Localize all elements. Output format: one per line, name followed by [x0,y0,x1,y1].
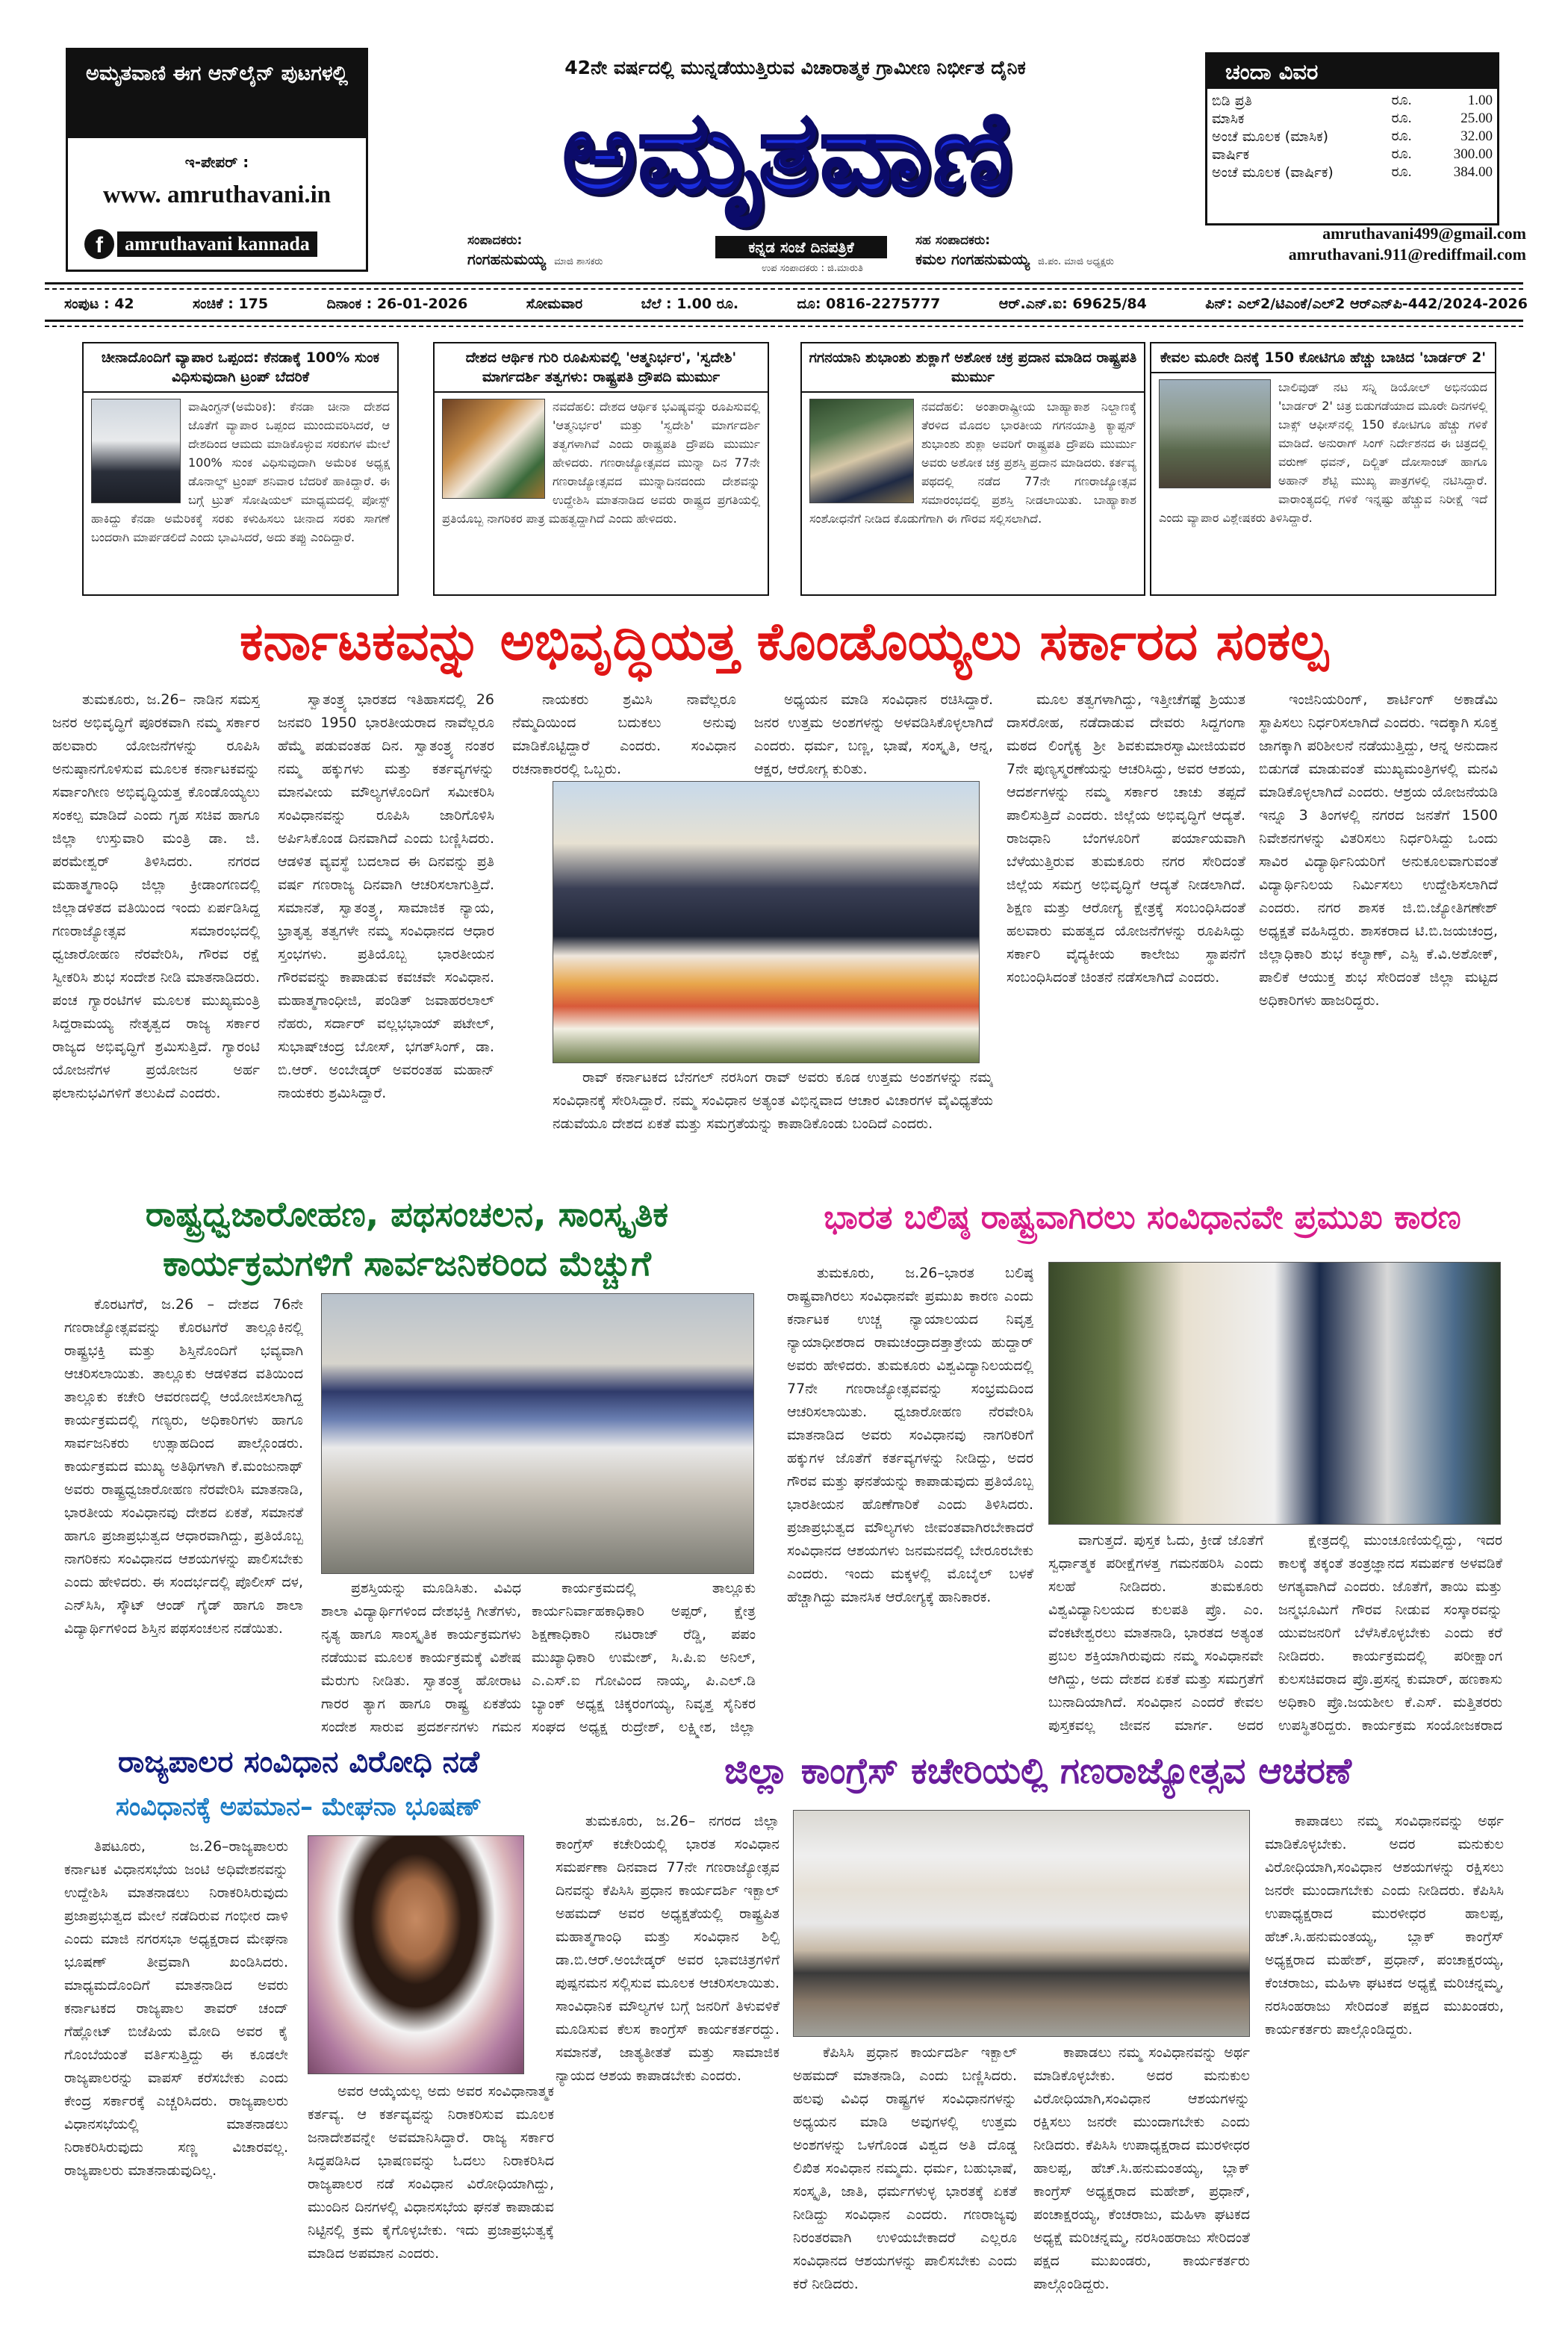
volume: ಸಂಪುಟ : 42 [64,296,134,312]
president-photo [442,399,545,499]
issue-date: ದಿನಾಂಕ : 26-01-2026 [326,296,468,312]
governor-headline-line1: ರಾಜ್ಯಪಾಲರ ಸಂವಿಧಾನ ವಿರೋಧಿ ನಡೆ [117,1745,480,1779]
brief-murmu-economy[interactable] [433,342,769,596]
issue-info-bar [64,296,1528,312]
strong-text: ತುಮಕೂರು, ಜ.26–ಭಾರತ ಬಲಿಷ್ಠ ರಾಷ್ಟ್ರವಾಗಿರಲು ಸಂವಿಧಾನವೇ ಪ್ರಮುಖ ಕಾರಣ ಎಂದು ಕರ್ನಾಟಕ ಉಚ್ಚ ನ್ಯಾಯಾಲಯದ ನಿವೃತ್ತ ನ್ಯಾಯಾಧೀಶರಾದ ರಾಮಚಂದ್ರಾದತ್ತಾತ್ರೇಯ ಹುದ್ದಾರ್ ಅವರು ಹೇಳಿದರು. ತುಮಕೂರು ವಿಶ್ವವಿದ್ಯಾನಿಲಯದಲ್ಲಿ 77ನೇ ಗಣರಾಜ್ಯೋತ್ಸವವನ್ನು ಸಂಭ್ರಮದಿಂದ ಆಚರಿಸಲಾಯಿತು. ಧ್ವಜಾರೋಹಣ ನೆರವೇರಿಸಿ ಮಾತನಾಡಿದ ಅವರು ಸಂವಿಧಾನವು ನಾಗರಿಕರಿಗೆ ಹಕ್ಕುಗಳ ಜೊತೆಗೆ ಕರ್ತವ್ಯಗಳನ್ನು ನೀಡಿದ್ದು, ಅದರ ಗೌರವ ಮತ್ತು ಘನತೆಯನ್ನು ಕಾಪಾಡುವುದು ಪ್ರತಿಯೊಬ್ಬ ಭಾರತೀಯನ ಹೊಣೆಗಾರಿಕೆ ಎಂದು ತಿಳಿಸಿದರು. ಪ್ರಜಾಪ್ರಭುತ್ವದ ಮೌಲ್ಯಗಳು ಜೀವಂತವಾಗಿರಬೇಕಾದರೆ ಸಂವಿಧಾನದ ಆಶಯಗಳು ಜನಮನದಲ್ಲಿ ಬೇರೂರಬೇಕು ಎಂದರು. ಇಂದು ಮಕ್ಕಳಲ್ಲಿ ಮೊಬೈಲ್ ಬಳಕೆ ಹೆಚ್ಚಾಗಿದ್ದು ಮಾನಸಿಕ ಆರೋಗ್ಯಕ್ಕೆ ಹಾನಿಕಾರಕ. [787,1265,1033,1605]
congress-text: ಕಾಪಾಡಲು ನಮ್ಮ ಸಂವಿಧಾನವನ್ನು ಅರ್ಥ ಮಾಡಿಕೊಳ್ಳಬೇಕು. ಅದರ ಮನುಕುಲ ವಿರೋಧಿಯಾಗಿ,ಸಂವಿಧಾನ ಆಶಯಗಳನ್ನು ರಕ್ಷಿಸಲು ಜನರೇ ಮುಂದಾಗಬೇಕು ಎಂದು ನೀಡಿದರು. ಕೆಪಿಸಿಸಿ ಉಪಾಧ್ಯಕ್ಷರಾದ ಮುರಳೀಧರ ಹಾಲಪ್ಪ, ಹೆಚ್.ಸಿ.ಹನುಮಂತಯ್ಯ, ಬ್ಲಾಕ್ ಕಾಂಗ್ರೆಸ್ ಅಧ್ಯಕ್ಷರಾದ ಮಹೇಶ್, ಪ್ರಧಾನ್, ಪಂಚಾಕ್ಷರಯ್ಯ, ಕೆಂಚರಾಜು, ಮಹಿಳಾ ಘಟಕದ ಅಧ್ಯಕ್ಷೆ ಮರಿಚನ್ನಮ್ಮ, ನರಸಿಂಹರಾಜು ಸೇರಿದಂತೆ ಪಕ್ಷದ ಮುಖಂಡರು, ಕಾರ್ಯಕರ್ತರು ಪಾಲ್ಗೊಂಡಿದ್ದರು. [1033,2044,1250,2292]
congress-text: ಕೆಪಿಸಿಸಿ ಪ್ರಧಾನ ಕಾರ್ಯದರ್ಶಿ ಇಕ್ಬಾಲ್ ಅಹಮದ್ ಮಾತನಾಡಿ, ಎಂದು ಬಣ್ಣಿಸಿದರು. ಹಲವು ವಿವಿಧ ರಾಷ್ಟ್ರಗಳ ಸಂವಿಧಾನಗಳನ್ನು ಅಧ್ಯಯನ ಮಾಡಿ ಅವುಗಳಲ್ಲಿ ಉತ್ತಮ ಅಂಶಗಳನ್ನು ಒಳಗೊಂಡ ವಿಶ್ವದ ಅತಿ ದೊಡ್ಡ ಲಿಖಿತ ಸಂವಿಧಾನ ನಮ್ಮದು. ಧರ್ಮ, ಬಹುಭಾಷೆ, ಸಂಸ್ಕೃತಿ, ಜಾತಿ, ಧರ್ಮಗಳುಳ್ಳ ಭಾರತಕ್ಕೆ ಏಕತೆ ನೀಡಿದ್ದು ಸಂವಿಧಾನ ಎಂದರು. ಗಣರಾಜ್ಯವು ನಿರಂತರವಾಗಿ ಉಳಿಯಬೇಕಾದರೆ ಎಲ್ಲರೂ ಸಂವಿಧಾನದ ಆಶಯಗಳನ್ನು ಪಾಲಿಸಬೇಕು ಎಂದು ಕರೆ ನೀಡಿದರು. [793,2044,1017,2292]
republic-day-dignitaries-photo [553,781,980,1063]
editor-block [467,233,714,268]
rni-number: ಆರ್.ಎನ್.ಐ: 69625/84 [998,296,1147,312]
flag-headline-line2: ಕಾರ್ಯಕ್ರಮಗಳಿಗೆ ಸಾರ್ವಜನಿಕರಿಂದ ಮೆಚ್ಚುಗೆ [163,1243,651,1284]
subscription-cur: ರೂ. [1391,128,1412,144]
lead-text: ಮೂಲ ತತ್ವಗಳಾಗಿದ್ದು, ಇತ್ತೀಚೆಗಷ್ಟೆ ಶ್ರಿಯುತ ದಾಸರೋಹ, ನಡೆದಾಡುವ ದೇವರು ಸಿದ್ದಗಂಗಾ ಮಠದ ಲಿಂಗೈಕ್ಯ ಶ್ರೀ ಶಿವಕುಮಾರಸ್ವಾಮೀಜಿಯವರ 7ನೇ ಪುಣ್ಯಸ್ಮರಣೆಯನ್ನು ಆಚರಿಸಿದ್ದು, ಅವರ ಆಶಯ, ಆದರ್ಶಗಳನ್ನು ನಮ್ಮ ಸರ್ಕಾರ ಚಾಚು ತಪ್ಪದೆ ಪಾಲಿಸುತ್ತಿದೆ ಎಂದರು. ಜಿಲ್ಲೆಯ ಅಭಿವೃದ್ಧಿಗೆ ಆದ್ಯತೆ. ರಾಜಧಾನಿ ಬೆಂಗಳೂರಿಗೆ ಪರ್ಯಾಯವಾಗಿ ಬೆಳೆಯುತ್ತಿರುವ ತುಮಕೂರು ನಗರ ಸೇರಿದಂತೆ ಜಿಲ್ಲೆಯ ಸಮಗ್ರ ಅಭಿವೃದ್ಧಿಗೆ ಆದ್ಯತೆ ನೀಡಲಾಗಿದೆ. ಶಿಕ್ಷಣ ಮತ್ತು ಆರೋಗ್ಯ ಕ್ಷೇತ್ರಕ್ಕೆ ಸಂಬಂಧಿಸಿದಂತೆ ಹಲವಾರು ಮಹತ್ವದ ಯೋಜನೆಗಳನ್ನು ರೂಪಿಸಿದ್ದು ಸರ್ಕಾರಿ ವೈದ್ಯಕೀಯ ಕಾಲೇಜು ಸ್ಥಾಪನೆಗೆ ಸಂಬಂಧಿಸಿದಂತೆ ಚಿಂತನೆ ನಡೆಸಲಾಗಿದೆ ಎಂದರು. [1007,691,1245,986]
subscription-row [1207,92,1497,110]
tagline: 42ನೇ ವರ್ಷದಲ್ಲಿ ಮುನ್ನಡೆಯುತ್ತಿರುವ ವಿಚಾರಾತ್ಮಕ ಗ್ರಾಮೀಣ ನಿರ್ಭೀತ ದೈನಿಕ [564,57,1026,78]
editor-name: ಗಂಗಹನುಮಯ್ಯ [467,250,547,268]
subscription-cur: ರೂ. [1391,146,1412,162]
phone: ದೂ: 0816-2275777 [797,296,941,312]
brief-body: ವಾಷಿಂಗ್ಟನ್(ಅಮೆರಿಕ): ಕೆನಡಾ ಚೀನಾ ದೇಶದ ಜೊತೆಗೆ ವ್ಯಾಪಾರ ಒಪ್ಪಂದ ಮುಂದುವರಿಸಿದರೆ, ಆ ದೇಶದಿಂದ ಆಮದು ಮಾಡಿಕೊಳ್ಳುವ ಸರಕುಗಳ ಮೇಲೆ 100% ಸುಂಕ ವಿಧಿಸುವುದಾಗಿ ಅಮೆರಿಕ ಅಧ್ಯಕ್ಷ ಡೊನಾಲ್ಡ್ ಟ್ರಂಪ್ ಶನಿವಾರ ಬೆದರಿಕೆ ಹಾಕಿದ್ದಾರೆ. ಈ ಬಗ್ಗೆ ಟ್ರುತ್ ಸೋಷಿಯಲ್ ಮಾಧ್ಯಮದಲ್ಲಿ ಪೋಸ್ಟ್ ಹಾಕಿದ್ದು ಕೆನಡಾ ಅಮೆರಿಕಕ್ಕೆ ಸರಕು ಕಳುಹಿಸಲು ಚೀನಾದ ಸರಕು ಸಾಗಣೆ ಬಂದರಾಗಿ ಮಾರ್ಪಡಲಿದೆ ಎಂದು ಭಾವಿಸಿದರೆ, ಅದು ತಪ್ಪು ಎಂದಿದ್ದಾರೆ. [91,399,390,544]
co-editor-label: ಸಹ ಸಂಪಾದಕರು: [915,233,991,248]
subscription-title: ಚಂದಾ ವಿವರ [1207,55,1497,89]
strong-text: ಕ್ಷೇತ್ರದಲ್ಲಿ ಮುಂಚೂಣಿಯಲ್ಲಿದ್ದು, ಇದರ ಕಾಲಕ್ಕೆ ತಕ್ಕಂತೆ ತಂತ್ರಜ್ಞಾನದ ಸಮರ್ಪಕ ಅಳವಡಿಕೆ ಅಗತ್ಯವಾಗಿದೆ ಎಂದರು. ಜೊತೆಗೆ, ತಾಯಿ ಮತ್ತು ಜನ್ಮಭೂಮಿಗೆ ಗೌರವ ನೀಡುವ ಸಂಸ್ಕಾರವನ್ನು ಯುವಜನರಿಗೆ ಬೆಳೆಸಿಕೊಳ್ಳಬೇಕು ಎಂದು ಕರೆ ನೀಡಿದರು. ಕಾರ್ಯಕ್ರಮದಲ್ಲಿ ಪರೀಕ್ಷಾಂಗ ಕುಲಸಚಿವರಾದ ಪ್ರೊ.ಪ್ರಸನ್ನ ಕುಮಾರ್, ಹಣಕಾಸು ಅಧಿಕಾರಿ ಪ್ರೊ.ಜಯಶೀಲ ಕೆ.ಎಸ್. ಮತ್ತಿತರರು ಉಪಸ್ಥಿತರಿದ್ದರು. ಕಾರ್ಯಕ್ರಮ ಸಂಯೋಜಕರಾದ [1278,1532,1502,1734]
subscription-label: ಅಂಚೆ ಮೂಲಕ (ಮಾಸಿಕ) [1212,128,1329,145]
subscription-amount: 300.00 [1453,146,1493,162]
email-primary[interactable]: amruthavani499@gmail.com [1322,224,1526,243]
website-link[interactable]: www. amruthavani.in [102,181,332,208]
flag-headline-line1: ರಾಷ್ಟ್ರಧ್ವಜಾರೋಹಣ, ಪಥಸಂಚಲನ, ಸಾಂಸ್ಕೃತಿಕ [145,1194,669,1234]
subscription-amount: 1.00 [1467,93,1493,108]
congress-text: ಕಾಪಾಡಲು ನಮ್ಮ ಸಂವಿಧಾನವನ್ನು ಅರ್ಥ ಮಾಡಿಕೊಳ್ಳಬೇಕು. ಅದರ ಮನುಕುಲ ವಿರೋಧಿಯಾಗಿ,ಸಂವಿಧಾನ ಆಶಯಗಳನ್ನು ರಕ್ಷಿಸಲು ಜನರೇ ಮುಂದಾಗಬೇಕು ಎಂದು ನೀಡಿದರು. ಕೆಪಿಸಿಸಿ ಉಪಾಧ್ಯಕ್ಷರಾದ ಮುರಳೀಧರ ಹಾಲಪ್ಪ, ಹೆಚ್.ಸಿ.ಹನುಮಂತಯ್ಯ, ಬ್ಲಾಕ್ ಕಾಂಗ್ರೆಸ್ ಅಧ್ಯಕ್ಷರಾದ ಮಹೇಶ್, ಪ್ರಧಾನ್, ಪಂಚಾಕ್ಷರಯ್ಯ, ಕೆಂಚರಾಜು, ಮಹಿಳಾ ಘಟಕದ ಅಧ್ಯಕ್ಷೆ ಮರಿಚನ್ನಮ್ಮ, ನರಸಿಂಹರಾಜು ಸೇರಿದಂತೆ ಪಕ್ಷದ ಮುಖಂಡರು, ಕಾರ್ಯಕರ್ತರು ಪಾಲ್ಗೊಂಡಿದ್ದರು. [1265,1813,1504,2038]
subscription-label: ವಾರ್ಷಿಕ [1212,146,1250,163]
subscription-cur: ರೂ. [1391,93,1412,108]
congress-office-photo [793,1810,1250,2037]
email-secondary[interactable]: amruthavani.911@rediffmail.com [1288,245,1526,264]
flag-column-2 [321,1577,521,1738]
governor-headline-line2: ಸಂವಿಧಾನಕ್ಕೆ ಅಪಮಾನ– ಮೇಘನಾ ಭೂಷಣ್ [115,1792,482,1822]
congress-column-4 [1265,1810,1504,2337]
lead-text: ತುಮಕೂರು, ಜ.26– ನಾಡಿನ ಸಮಸ್ತ ಜನರ ಅಭಿವೃದ್ಧಿಗೆ ಪೂರಕವಾಗಿ ನಮ್ಮ ಸರ್ಕಾರ ಹಲವಾರು ಯೋಜನೆಗಳನ್ನು ರೂಪಿಸಿ ಅನುಷ್ಠಾನಗೊಳಿಸುವ ಮೂಲಕ ಕರ್ನಾಟಕವನ್ನು ಸರ್ವಾಂಗೀಣ ಅಭಿವೃದ್ಧಿಯತ್ತ ಕೊಂಡೊಯ್ಯಲು ಸಂಕಲ್ಪ ಮಾಡಿದೆ ಎಂದು ಗೃಹ ಸಚಿವ ಹಾಗೂ ಜಿಲ್ಲಾ ಉಸ್ತುವಾರಿ ಮಂತ್ರಿ ಡಾ. ಜಿ. ಪರಮೇಶ್ವರ್ ತಿಳಿಸಿದರು. ನಗರದ ಮಹಾತ್ಮಗಾಂಧಿ ಜಿಲ್ಲಾ ಕ್ರೀಡಾಂಗಣದಲ್ಲಿ ಜಿಲ್ಲಾಡಳಿತದ ವತಿಯಿಂದ ಇಂದು ಏರ್ಪಡಿಸಿದ್ದ ಗಣರಾಜ್ಯೋತ್ಸವ ಸಮಾರಂಭದಲ್ಲಿ ಧ್ವಜಾರೋಹಣ ನೆರವೇರಿಸಿ, ಗೌರವ ರಕ್ಷೆ ಸ್ವೀಕರಿಸಿ ಶುಭ ಸಂದೇಶ ನೀಡಿ ಮಾತನಾಡಿದರು. ಪಂಚ ಗ್ಯಾರಂಟಿಗಳ ಮೂಲಕ ಮುಖ್ಯಮಂತ್ರಿ ಸಿದ್ದರಾಮಯ್ಯ ನೇತೃತ್ವದ ರಾಜ್ಯ ಸರ್ಕಾರ ರಾಜ್ಯದ ಅಭಿವೃದ್ಧಿಗೆ ಶ್ರಮಿಸುತ್ತಿದೆ. ಗ್ಯಾರಂಟಿ ಯೋಜನೆಗಳ ಪ್ರಯೋಜನ ಅರ್ಹ ಫಲಾನುಭವಿಗಳಿಗೆ ತಲುಪಿದೆ ಎಂದರು. [52,691,260,1101]
epaper-label: ಇ-ಪೇಪರ್ : [184,153,249,171]
price: ಬೆಲೆ : 1.00 ರೂ. [641,296,739,312]
lead-text: ಸ್ವಾತಂತ್ರ್ಯ ಭಾರತದ ಇತಿಹಾಸದಲ್ಲಿ 26 ಜನವರಿ 1950 ಭಾರತೀಯರಾದ ನಾವೆಲ್ಲರೂ ಹೆಮ್ಮೆ ಪಡುವಂತಹ ದಿನ. ಸ್ವಾತಂತ್ರ್ಯ ನಂತರ ನಮ್ಮ ಹಕ್ಕುಗಳು ಮತ್ತು ಕರ್ತವ್ಯಗಳನ್ನು ಮಾನವೀಯ ಮೌಲ್ಯಗಳೊಂದಿಗೆ ಸಮೀಕರಿಸಿ ಸಂವಿಧಾನವನ್ನು ರೂಪಿಸಿ ಜಾರಿಗೊಳಿಸಿ ಅರ್ಪಿಸಿಕೊಂಡ ದಿನವಾಗಿದೆ ಎಂದು ಬಣ್ಣಿಸಿದರು. ಆಡಳಿತ ವ್ಯವಸ್ಥೆ ಬದಲಾದ ಈ ದಿನವನ್ನು ಪ್ರತಿ ವರ್ಷ ಗಣರಾಜ್ಯ ದಿನವಾಗಿ ಆಚರಿಸಲಾಗುತ್ತಿದೆ. ಸಮಾನತೆ, ಸ್ವಾತಂತ್ರ್ಯ, ಸಾಮಾಜಿಕ ನ್ಯಾಯ, ಭ್ರಾತೃತ್ವ ತತ್ವಗಳೇ ನಮ್ಮ ಸಂವಿಧಾನದ ಆಧಾರ ಸ್ತಂಭಗಳು. ಪ್ರತಿಯೊಬ್ಬ ಭಾರತೀಯನ ಗೌರವವನ್ನು ಕಾಪಾಡುವ ಕವಚವೇ ಸಂವಿಧಾನ. ಮಹಾತ್ಮಗಾಂಧೀಜಿ, ಪಂಡಿತ್ ಜವಾಹರಲಾಲ್ ನೆಹರು, ಸರ್ದಾರ್ ವಲ್ಲಭಭಾಯ್ ಪಟೇಲ್, ಸುಭಾಷ್‌ಚಂದ್ರ ಬೋಸ್, ಭಗತ್‌ಸಿಂಗ್, ಡಾ. ಬಿ.ಆರ್. ಅಂಬೇಡ್ಕರ್ ಅವರಂತಹ ಮಹಾನ್ ನಾಯಕರು ಶ್ರಮಿಸಿದ್ದಾರೆ. [278,691,494,1101]
university-republic-day-photo [1048,1262,1501,1525]
lead-text: ರಾವ್ ಕರ್ನಾಟಕದ ಬೆನಗಲ್ ನರಸಿಂಗ ರಾವ್ ಅವರು ಕೂಡ ಉತ್ತಮ ಅಂಶಗಳನ್ನು ನಮ್ಮ ಸಂವಿಧಾನಕ್ಕೆ ಸೇರಿಸಿದ್ದಾರೆ. ನಮ್ಮ ಸಂವಿಧಾನ ಅತ್ಯಂತ ವಿಭಿನ್ನವಾದ ಆಚಾರ ವಿಚಾರಗಳ ವೈವಿಧ್ಯತೆಯ ನಡುವೆಯೂ ದೇಶದ ಏಕತೆ ಮತ್ತು ಸಮಗ್ರತೆಯನ್ನು ಕಾಪಾಡಿಕೊಂಡು ಬಂದಿದೆ ಎಂದರು. [553,1069,993,1132]
co-editor-name: ಕಮಲ ಗಂಗಹನುಮಯ್ಯ [915,250,1030,268]
subscription-row [1207,164,1497,181]
governor-text: ತಿಪಟೂರು, ಜ.26–ರಾಜ್ಯಪಾಲರು ಕರ್ನಾಟಕ ವಿಧಾನಸಭೆಯ ಜಂಟಿ ಅಧಿವೇಶನವನ್ನು ಉದ್ದೇಶಿಸಿ ಮಾತನಾಡಲು ನಿರಾಕರಿಸಿರುವುದು ಪ್ರಜಾಪ್ರಭುತ್ವದ ಮೇಲೆ ನಡೆದಿರುವ ಗಂಭೀರ ದಾಳಿ ಎಂದು ಮಾಜಿ ನಗರಸಭಾ ಅಧ್ಯಕ್ಷರಾದ ಮೇಘನಾ ಭೂಷಣ್ ತೀವ್ರವಾಗಿ ಖಂಡಿಸಿದರು. ಮಾಧ್ಯಮದೊಂದಿಗೆ ಮಾತನಾಡಿದ ಅವರು ಕರ್ನಾಟಕದ ರಾಜ್ಯಪಾಲ ತಾವರ್ ಚಂದ್ ಗೆಹ್ಲೋಟ್ ಬಿಜೆಪಿಯ ಮೋದಿ ಅವರ ಕೈ ಗೊಂಬೆಯಂತೆ ವರ್ತಿಸುತ್ತಿದ್ದು ಈ ಕೂಡಲೇ ರಾಜ್ಯಪಾಲರನ್ನು ವಾಪಸ್ ಕರೆಸಬೇಕು ಎಂದು ಕೇಂದ್ರ ಸರ್ಕಾರಕ್ಕೆ ಎಚ್ಚರಿಸಿದರು. ರಾಜ್ಯಪಾಲರು ವಿಧಾನಸಭೆಯಲ್ಲಿ ಮಾತನಾಡಲು ನಿರಾಕರಿಸಿರುವುದು ಸಣ್ಣ ವಿಚಾರವಲ್ಲ. ರಾಜ್ಯಪಾಲರು ಮಾತನಾಡುವುದಿಲ್ಲ. [64,1838,288,2179]
editor-role: ಮಾಜಿ ಶಾಸಕರು [554,256,603,267]
governor-column-1 [64,1835,288,2337]
subscription-box [1205,52,1499,225]
congress-column-3 [1033,2041,1250,2337]
congress-column-2 [793,2041,1017,2337]
sub-editor: ಉಪ ಸಂಪಾದಕರು : ಜಿ.ಮಾರುತಿ [762,263,863,274]
subscription-cur: ರೂ. [1391,164,1412,180]
strong-nation-headline: ಭಾರತ ಬಲಿಷ್ಠ ರಾಷ್ಟ್ರವಾಗಿರಲು ಸಂವಿಧಾನವೇ ಪ್ರಮುಖ ಕಾರಣ [824,1198,1461,1236]
congress-text: ತುಮಕೂರು, ಜ.26– ನಗರದ ಜಿಲ್ಲಾ ಕಾಂಗ್ರೆಸ್ ಕಚೇರಿಯಲ್ಲಿ ಭಾರತ ಸಂವಿಧಾನ ಸಮರ್ಪಣಾ ದಿನವಾದ 77ನೇ ಗಣರಾಜ್ಯೋತ್ಸವ ದಿನವನ್ನು ಕೆಪಿಸಿಸಿ ಪ್ರಧಾನ ಕಾರ್ಯದರ್ಶಿ ಇಕ್ಬಾಲ್ ಅಹಮದ್ ಅವರ ಅಧ್ಯಕ್ಷತೆಯಲ್ಲಿ ರಾಷ್ಟ್ರಪಿತ ಮಹಾತ್ಮಗಾಂಧಿ ಮತ್ತು ಸಂವಿಧಾನ ಶಿಲ್ಪಿ ಡಾ.ಬಿ.ಆರ್.ಅಂಬೇಡ್ಕರ್ ಅವರ ಭಾವಚಿತ್ರಗಳಿಗೆ ಪುಷ್ಪನಮನ ಸಲ್ಲಿಸುವ ಮೂಲಕ ಆಚರಿಸಲಾಯಿತು. ಸಾಂವಿಧಾನಿಕ ಮೌಲ್ಯಗಳ ಬಗ್ಗೆ ಜನರಿಗೆ ತಿಳುವಳಿಕೆ ಮೂಡಿಸುವ ಕೆಲಸ ಕಾಂಗ್ರೆಸ್ ಕಾರ್ಯಕರ್ತರದ್ದು. ಸಮಾನತೆ, ಜಾತ್ಯತೀತತೆ ಮತ್ತು ಸಾಮಾಜಿಕ ನ್ಯಾಯದ ಆಶಯ ಕಾಪಾಡಬೇಕು ಎಂದರು. [556,1813,780,2084]
facebook-handle[interactable] [84,229,317,259]
lead-text: ನಾಯಕರು ಶ್ರಮಿಸಿ ನಾವೆಲ್ಲರೂ ನೆಮ್ಮದಿಯಿಂದ ಬದುಕಲು ಅನುವು ಮಾಡಿಕೊಟ್ಟಿದ್ದಾರೆ ಎಂದರು. ಸಂವಿಧಾನ ರಚನಾಕಾರರಲ್ಲಿ ಒಬ್ಬರು. [512,691,736,777]
lead-column-6 [1259,688,1498,1189]
epaper-promo-title: ಅಮೃತವಾಣಿ ಈಗ ಆನ್‌ಲೈನ್ ಪುಟಗಳಲ್ಲಿ [68,50,366,138]
subscription-label: ಮಾಸಿಕ [1212,111,1245,127]
subscription-table [1207,92,1497,181]
strong-column-3 [1278,1529,1502,1738]
co-editor-role: ಜಿ.ಪಂ. ಮಾಜಿ ಅಧ್ಯಕ್ಷರು [1038,256,1114,267]
film-still-photo [1159,379,1271,488]
subscription-amount: 32.00 [1460,128,1493,144]
brief-border2[interactable] [1150,342,1496,596]
flag-column-1 [64,1293,303,1738]
subscription-label: ಅಂಚೆ ಮೂಲಕ (ವಾರ್ಷಿಕ) [1212,164,1334,181]
lead-text: ಇಂಜಿನಿಯರಿಂಗ್, ಶಾರ್ಟಿಂಗ್ ಅಕಾಡೆಮಿ ಸ್ಥಾಪಿಸಲು ನಿರ್ಧರಿಸಲಾಗಿದೆ ಎಂದರು. ಇದಕ್ಕಾಗಿ ಸೂಕ್ತ ಜಾಗಕ್ಕಾಗಿ ಪರಿಶೀಲನೆ ನಡೆಯುತ್ತಿದ್ದು, ಆನ್ನ ಅನುದಾನ ಬಿಡುಗಡೆ ಮಾಡುವಂತೆ ಮುಖ್ಯಮಂತ್ರಿಗಳಲ್ಲಿ ಮನವಿ ಮಾಡಿಕೊಳ್ಳಲಾಗಿದೆ ಎಂದರು. ಆಶ್ರಯ ಯೋಜನೆಯಡಿ ಇನ್ನೂ 3 ತಿಂಗಳಲ್ಲಿ ನಗರದ ಜನತೆಗೆ 1500 ನಿವೇಶನಗಳನ್ನು ವಿತರಿಸಲು ನಿರ್ಧರಿಸಿದ್ದು ಒಂದು ಸಾವಿರ ವಿದ್ಯಾರ್ಥಿನಿಯರಿಗೆ ಅನುಕೂಲವಾಗುವಂತೆ ವಿದ್ಯಾರ್ಥಿನಿಲಯ ನಿರ್ಮಿಸಲು ಉದ್ದೇಶಿಸಲಾಗಿದೆ ಎಂದರು. ನಗರ ಶಾಸಕ ಜಿ.ಬಿ.ಜ್ಯೋತಿಗಣೇಶ್ ಅಧ್ಯಕ್ಷತೆ ವಹಿಸಿದ್ದರು. ಶಾಸಕರಾದ ಟಿ.ಬಿ.ಜಯಚಂದ್ರ, ಜಿಲ್ಲಾಧಿಕಾರಿ ಶುಭ ಕಲ್ಯಾಣ್, ಎಸ್ಪಿ ಕೆ.ವಿ.ಅಶೋಕ್, ಪಾಲಿಕೆ ಆಯುಕ್ತ ಶುಭ ಸೇರಿದಂತೆ ಜಿಲ್ಲಾ ಮಟ್ಟದ ಅಧಿಕಾರಿಗಳು ಹಾಜರಿದ್ದರು. [1259,691,1498,1009]
evening-daily-badge: ಕನ್ನಡ ಸಂಜೆ ದಿನಪತ್ರಿಕೆ [715,236,887,258]
weekday: ಸೋಮವಾರ [526,296,583,312]
brief-body: ಬಾಲಿವುಡ್ ನಟ ಸನ್ನಿ ಡಿಯೋಲ್ ಅಭಿನಯದ 'ಬಾರ್ಡರ್ 2' ಚಿತ್ರ ಬಿಡುಗಡೆಯಾದ ಮೂರೇ ದಿನಗಳಲ್ಲಿ ಬಾಕ್ಸ್ ಆಫೀಸ್‌ನಲ್ಲಿ 150 ಕೋಟಿಗೂ ಹೆಚ್ಚು ಗಳಿಕೆ ಮಾಡಿದೆ. ಅನುರಾಗ್ ಸಿಂಗ್ ನಿರ್ದೇಶನದ ಈ ಚಿತ್ರದಲ್ಲಿ ವರುಣ್ ಧವನ್, ದಿಲ್ಜಿತ್ ದೋಸಾಂಜ್ ಹಾಗೂ ಅಹಾನ್ ಶೆಟ್ಟಿ ಮುಖ್ಯ ಪಾತ್ರಗಳಲ್ಲಿ ನಟಿಸಿದ್ದಾರೆ. ವಾರಾಂತ್ಯದಲ್ಲಿ ಗಳಿಕೆ ಇನ್ನಷ್ಟು ಹೆಚ್ಚುವ ನಿರೀಕ್ಷೆ ಇದೆ ಎಂದು ವ್ಯಾಪಾರ ವಿಶ್ಲೇಷಕರು ತಿಳಿಸಿದ್ದಾರೆ. [1159,380,1487,525]
subscription-row [1207,128,1497,146]
governor-text: ಅವರ ಆಯ್ಕೆಯಲ್ಲ ಅದು ಅವರ ಸಂವಿಧಾನಾತ್ಮಕ ಕರ್ತವ್ಯ. ಆ ಕರ್ತವ್ಯವನ್ನು ನಿರಾಕರಿಸುವ ಮೂಲಕ ಜನಾದೇಶವನ್ನೇ ಅವಮಾನಿಸಿದ್ದಾರೆ. ರಾಜ್ಯ ಸರ್ಕಾರ ಸಿದ್ಧಪಡಿಸಿದ ಭಾಷಣವನ್ನು ಓದಲು ನಿರಾಕರಿಸಿದ ರಾಜ್ಯಪಾಲರ ನಡೆ ಸಂವಿಧಾನ ವಿರೋಧಿಯಾಗಿದ್ದು, ಮುಂದಿನ ದಿನಗಳಲ್ಲಿ ವಿಧಾನಸಭೆಯ ಘನತೆ ಕಾಪಾಡುವ ನಿಟ್ಟಿನಲ್ಲಿ ಕ್ರಮ ಕೈಗೊಳ್ಳಬೇಕು. ಇದು ಪ್ರಜಾಪ್ರಭುತ್ವಕ್ಕೆ ಮಾಡಿದ ಅಪಮಾನ ಎಂದರು. [308,2083,554,2262]
editor-label: ಸಂಪಾದಕರು: [467,233,523,248]
brief-trump-canada[interactable] [82,342,399,596]
strong-text: ವಾಗುತ್ತದೆ. ಪುಸ್ತಕ ಓದು, ಕ್ರೀಡೆ ಜೊತೆಗೆ ಸ್ವರ್ಧಾತ್ಮಕ ಪರೀಕ್ಷೆಗಳತ್ತ ಗಮನಹರಿಸಿ ಎಂದು ಸಲಹೆ ನೀಡಿದರು. ತುಮಕೂರು ವಿಶ್ವವಿದ್ಯಾನಿಲಯದ ಕುಲಪತಿ ಪ್ರೊ. ಎಂ. ವೆಂಕಟೇಶ್ವರಲು ಮಾತನಾಡಿ, ಭಾರತದ ಅತ್ಯಂತ ಪ್ರಬಲ ಶಕ್ತಿಯಾಗಿರುವುದು ನಮ್ಮ ಸಂವಿಧಾನವೇ ಆಗಿದ್ದು, ಅದು ದೇಶದ ಏಕತೆ ಮತ್ತು ಸಮಗ್ರತೆಗೆ ಬುನಾದಿಯಾಗಿದೆ. ಸಂವಿಧಾನ ಎಂದರೆ ಕೇವಲ ಪುಸ್ತಕವಲ್ಲ ಜೀವನ ಮಾರ್ಗ. ಅದರ [1048,1532,1263,1734]
lead-headline: ಕರ್ನಾಟಕವನ್ನು ಅಭಿವೃದ್ಧಿಯತ್ತ ಕೊಂಡೊಯ್ಯಲು ಸರ್ಕಾರದ ಸಂಕಲ್ಪ [240,611,1328,672]
korategere-flag-ceremony-photo [321,1293,754,1574]
congress-headline: ಜಿಲ್ಲಾ ಕಾಂಗ್ರೆಸ್ ಕಚೇರಿಯಲ್ಲಿ ಗಣರಾಜ್ಯೋತ್ಸವ ಆಚರಣೆ [724,1750,1352,1792]
flag-text: ಕೊರಟಗೆರೆ, ಜ.26 – ದೇಶದ 76ನೇ ಗಣರಾಜ್ಯೋತ್ಸವವನ್ನು ಕೊರಟಗೆರೆ ತಾಲ್ಲೂಕಿನಲ್ಲಿ ರಾಷ್ಟ್ರಭಕ್ತಿ ಮತ್ತು ಶಿಸ್ತಿನೊಂದಿಗೆ ಭವ್ಯವಾಗಿ ಆಚರಿಸಲಾಯಿತು. ತಾಲ್ಲೂಕು ಆಡಳಿತದ ವತಿಯಿಂದ ತಾಲ್ಲೂಕು ಕಚೇರಿ ಆವರಣದಲ್ಲಿ ಆಯೋಜಿಸಲಾಗಿದ್ದ ಕಾರ್ಯಕ್ರಮದಲ್ಲಿ ಗಣ್ಯರು, ಅಧಿಕಾರಿಗಳು ಹಾಗೂ ಸಾರ್ವಜನಿಕರು ಉತ್ಸಾಹದಿಂದ ಪಾಲ್ಗೊಂಡರು. ಕಾರ್ಯಕ್ರಮದ ಮುಖ್ಯ ಅತಿಥಿಗಳಾಗಿ ಕೆ.ಮಂಜುನಾಥ್ ಅವರು ರಾಷ್ಟ್ರಧ್ವಜಾರೋಹಣ ನೆರವೇರಿಸಿ ಮಾತನಾಡಿ, ಭಾರತೀಯ ಸಂವಿಧಾನವು ದೇಶದ ಏಕತೆ, ಸಮಾನತೆ ಹಾಗೂ ಪ್ರಜಾಪ್ರಭುತ್ವದ ಆಧಾರವಾಗಿದ್ದು, ಪ್ರತಿಯೊಬ್ಬ ನಾಗರಿಕನು ಸಂವಿಧಾನದ ಆಶಯಗಳನ್ನು ಪಾಲಿಸಬೇಕು ಎಂದು ಹೇಳಿದರು. ಈ ಸಂದರ್ಭದಲ್ಲಿ ಪೊಲೀಸ್ ದಳ, ಎನ್‌ಸಿಸಿ, ಸ್ಕೌಟ್ ಆಂಡ್ ಗೈಡ್ ಹಾಗೂ ಶಾಲಾ ವಿದ್ಯಾರ್ಥಿಗಳಿಂದ ಶಿಸ್ತಿನ ಪಥಸಂಚಲನ ನಡೆಯಿತು. [64,1296,303,1637]
award-ceremony-photo [809,399,914,503]
issue-number: ಸಂಚಿಕೆ : 175 [193,296,269,312]
subscription-cur: ರೂ. [1391,111,1412,126]
flag-text: ಪ್ರಶಸ್ತಿಯನ್ನು ಮೂಡಿಸಿತು. ವಿವಿಧ ಶಾಲಾ ವಿದ್ಯಾರ್ಥಿಗಳಿಂದ ದೇಶಭಕ್ತಿ ಗೀತೆಗಳು, ನೃತ್ಯ ಹಾಗೂ ಸಾಂಸ್ಕೃತಿಕ ಕಾರ್ಯಕ್ರಮಗಳು ನಡೆಯುವ ಮೂಲಕ ಕಾರ್ಯಕ್ರಮಕ್ಕೆ ವಿಶೇಷ ಮೆರುಗು ನೀಡಿತು. ಸ್ವಾತಂತ್ರ್ಯ ಹೋರಾಟ ಗಾರರ ತ್ಯಾಗ ಹಾಗೂ ರಾಷ್ಟ್ರ ಏಕತೆಯ ಸಂದೇಶ ಸಾರುವ ಪ್ರದರ್ಶನಗಳು ಗಮನ [321,1580,521,1735]
lead-column-4 [754,688,993,778]
co-editor-block [915,233,1199,268]
brief-ashoka-chakra[interactable] [800,342,1145,596]
subscription-row [1207,110,1497,128]
lead-column-3-4-continued [553,1066,993,1189]
strong-column-1 [787,1262,1033,1738]
subscription-label: ಬಿಡಿ ಪ್ರತಿ [1212,93,1252,109]
postal-registration: ಪಿನ್: ಎಲ್2/ಟಿಎಂಕೆ/ಎಲ್2 ಆರ್‌ಎನ್‌ಪಿ-442/2024-2026 [1205,296,1528,312]
meghana-bhushan-portrait [308,1835,524,2074]
lead-column-3 [512,688,736,778]
trump-photo [91,399,181,503]
lead-column-5 [1007,688,1245,1189]
lead-text: ಅಧ್ಯಯನ ಮಾಡಿ ಸಂವಿಧಾನ ರಚಿಸಿದ್ದಾರೆ. ಜನರ ಉತ್ತಮ ಅಂಶಗಳನ್ನು ಅಳವಡಿಸಿಕೊಳ್ಳಲಾಗಿದೆ ಎಂದರು. ಧರ್ಮ, ಬಣ್ಣ, ಭಾಷೆ, ಸಂಸ್ಕೃತಿ, ಆನ್ನ, ಆಕ್ಷರ, ಆರೋಗ್ಯ ಕುರಿತು. [754,691,993,777]
newspaper-logo: ಅಮೃತವಾಣಿ [561,88,1013,218]
subscription-amount: 384.00 [1453,164,1493,180]
congress-column-1 [556,1810,780,2337]
brief-headline: ಚೀನಾದೊಂದಿಗೆ ವ್ಯಾಪಾರ ಒಪ್ಪಂದ: ಕೆನಡಾಕ್ಕೆ 100% ಸುಂಕ ವಿಧಿಸುವುದಾಗಿ ಟ್ರಂಪ್ ಬೆದರಿಕೆ [84,343,397,393]
brief-body: ನವದೆಹಲಿ: ಅಂತಾರಾಷ್ಟ್ರೀಯ ಬಾಹ್ಯಾಕಾಶ ನಿಲ್ದಾಣಕ್ಕೆ ತೆರಳಿದ ಮೊದಲ ಭಾರತೀಯ ಗಗನಯಾತ್ರಿ ಕ್ಯಾಪ್ಟನ್ ಶುಭಾಂಶು ಶುಕ್ಲಾ ಅವರಿಗೆ ರಾಷ್ಟ್ರಪತಿ ದ್ರೌಪದಿ ಮುರ್ಮು ಅವರು ಅಶೋಕ ಚಕ್ರ ಪ್ರಶಸ್ತಿ ಪ್ರದಾನ ಮಾಡಿದರು. ಕರ್ತವ್ಯ ಪಥದಲ್ಲಿ ನಡೆದ 77ನೇ ಗಣರಾಜ್ಯೋತ್ಸವ ಸಮಾರಂಭದಲ್ಲಿ ಪ್ರಶಸ್ತಿ ನೀಡಲಾಯಿತು. ಬಾಹ್ಯಾಕಾಶ ಸಂಶೋಧನೆಗೆ ನೀಡಿದ ಕೊಡುಗೆಗಾಗಿ ಈ ಗೌರವ ಸಲ್ಲಿಸಲಾಗಿದೆ. [809,399,1136,526]
flag-column-3 [532,1577,756,1738]
brief-headline: ಗಗನಯಾನಿ ಶುಭಾಂಶು ಶುಕ್ಲಾಗೆ ಅಶೋಕ ಚಕ್ರ ಪ್ರದಾನ ಮಾಡಿದ ರಾಷ್ಟ್ರಪತಿ ಮುರ್ಮು [802,343,1144,393]
epaper-promo-box [66,48,368,272]
governor-column-2 [308,2080,554,2337]
strong-column-2 [1048,1529,1263,1738]
brief-body: ನವದೆಹಲಿ: ದೇಶದ ಆರ್ಥಿಕ ಭವಿಷ್ಯವನ್ನು ರೂಪಿಸುವಲ್ಲಿ 'ಆತ್ಮನಿರ್ಭರ' ಮತ್ತು 'ಸ್ವದೇಶಿ' ಮಾರ್ಗದರ್ಶಿ ತತ್ವಗಳಾಗಿವೆ ಎಂದು ರಾಷ್ಟ್ರಪತಿ ದ್ರೌಪದಿ ಮುರ್ಮು ಹೇಳಿದರು. ಗಣರಾಜ್ಯೋತ್ಸವದ ಮುನ್ನಾ ದಿನ 77ನೇ ಗಣರಾಜ್ಯೋತ್ಸವದ ಮುನ್ನಾದಿನದಂದು ದೇಶವನ್ನು ಉದ್ದೇಶಿಸಿ ಮಾತನಾಡಿದ ಅವರು ರಾಷ್ಟ್ರದ ಪ್ರಗತಿಯಲ್ಲಿ ಪ್ರತಿಯೊಬ್ಬ ನಾಗರಿಕರ ಪಾತ್ರ ಮಹತ್ವದ್ದಾಗಿದೆ ಎಂದು ಹೇಳಿದರು. [442,399,760,526]
subscription-row [1207,146,1497,164]
brief-headline: ದೇಶದ ಆರ್ಥಿಕ ಗುರಿ ರೂಪಿಸುವಲ್ಲಿ 'ಆತ್ಮನಿರ್ಭರ', 'ಸ್ವದೇಶಿ' ಮಾರ್ಗದರ್ಶಿ ತತ್ವಗಳು: ರಾಷ್ಟ್ರಪತಿ ದ್ರೌಪದಿ ಮುರ್ಮು [435,343,768,393]
lead-column-2 [278,688,494,1189]
subscription-amount: 25.00 [1460,111,1493,126]
lead-column-1 [52,688,260,1189]
facebook-handle-text: amruthavani kannada [117,231,317,257]
brief-headline: ಕೇವಲ ಮೂರೇ ದಿನಕ್ಕೆ 150 ಕೋಟಿಗೂ ಹೆಚ್ಚು ಬಾಚಿದ 'ಬಾರ್ಡರ್ 2' [1151,343,1495,373]
facebook-icon: f [84,229,114,259]
flag-text: ಕಾರ್ಯಕ್ರಮದಲ್ಲಿ ತಾಲ್ಲೂಕು ಕಾರ್ಯನಿರ್ವಾಹಕಾಧಿಕಾರಿ ಅಪ್ಪರ್, ಕ್ಷೇತ್ರ ಶಿಕ್ಷಣಾಧಿಕಾರಿ ನಟರಾಜ್ ರೆಡ್ಡಿ, ಪಪಂ ಮುಖ್ಯಾಧಿಕಾರಿ ಉಮೇಶ್, ಸಿ.ಪಿ.ಐ ಅನಿಲ್, ಎ.ಎಸ್.ಐ ಗೋವಿಂದ ನಾಯ್ಕ, ಪಿ.ಎಲ್.ಡಿ ಬ್ಯಾಂಕ್ ಅಧ್ಯಕ್ಷ ಚಿಕ್ಕರಂಗಯ್ಯ, ನಿವೃತ್ತ ಸೈನಿಕರ ಸಂಘದ ಅಧ್ಯಕ್ಷ ರುದ್ರೇಶ್, ಲಕ್ಷ್ಮೀಶ, ಜಿಲ್ಲಾ [532,1580,756,1735]
